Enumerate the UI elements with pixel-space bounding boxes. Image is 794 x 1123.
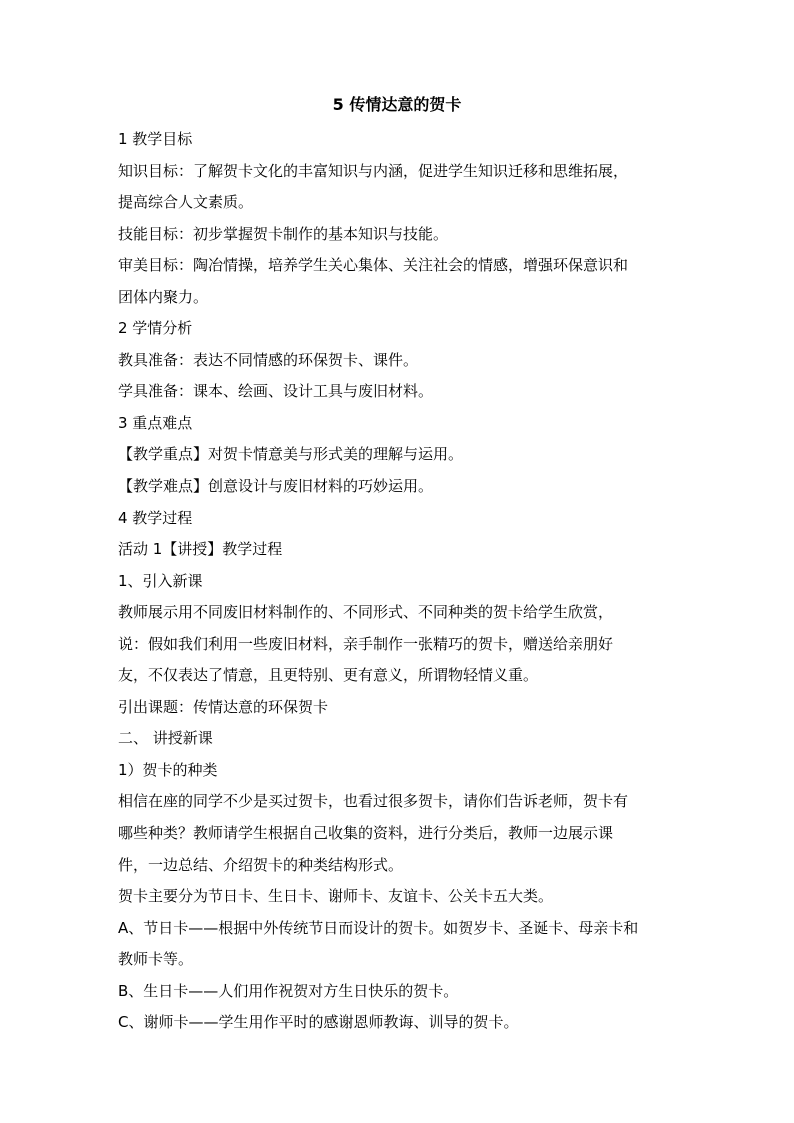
section-heading-analysis: 2 学情分析 <box>118 319 193 338</box>
paragraph-line: 提高综合人文素质。 <box>118 193 254 212</box>
paragraph-line: 说：假如我们利用一些废旧材料，亲手制作一张精巧的贺卡，赠送给亲朋好 <box>118 634 614 653</box>
paragraph-line: 哪些种类？教师请学生根据自己收集的资料，进行分类后，教师一边展示课 <box>118 824 614 843</box>
paragraph-line: 审美目标：陶冶情操，培养学生关心集体、关注社会的情感，增强环保意识和 <box>118 256 629 275</box>
paragraph-line: 活动 1【讲授】教学过程 <box>118 540 283 559</box>
paragraph-line: 【教学重点】对贺卡情意美与形式美的理解与运用。 <box>118 445 464 464</box>
paragraph-line: 教师卡等。 <box>118 950 194 969</box>
paragraph-line: 教具准备：表达不同情感的环保贺卡、课件。 <box>118 350 419 369</box>
paragraph-line: 相信在座的同学不少是买过贺卡，也看过很多贺卡，请你们告诉老师，贺卡有 <box>118 792 629 811</box>
paragraph-line: 1）贺卡的种类 <box>118 760 218 779</box>
paragraph-line: 1、引入新课 <box>118 571 203 590</box>
paragraph-line: 【教学难点】创意设计与废旧材料的巧妙运用。 <box>118 477 434 496</box>
paragraph-line: 教师展示用不同废旧材料制作的、不同形式、不同种类的贺卡给学生欣赏， <box>118 603 614 622</box>
paragraph-line: 贺卡主要分为节日卡、生日卡、谢师卡、友谊卡、公关卡五大类。 <box>118 887 554 906</box>
paragraph-line: 技能目标：初步掌握贺卡制作的基本知识与技能。 <box>118 224 449 243</box>
paragraph-line: 件，一边总结、介绍贺卡的种类结构形式。 <box>118 855 404 874</box>
paragraph-line: C、谢师卡——学生用作平时的感谢恩师教诲、训导的贺卡。 <box>118 1013 519 1032</box>
paragraph-line: 二、 讲授新课 <box>118 729 213 748</box>
paragraph-line: 知识目标：了解贺卡文化的丰富知识与内涵，促进学生知识迁移和思维拓展， <box>118 161 629 180</box>
document-body <box>118 124 678 1039</box>
section-heading-key-points: 3 重点难点 <box>118 413 193 432</box>
document-title: 5 传情达意的贺卡 <box>332 95 462 114</box>
paragraph-line: 团体内聚力。 <box>118 287 209 306</box>
paragraph-line: 学具准备：课本、绘画、设计工具与废旧材料。 <box>118 382 434 401</box>
section-heading-process: 4 教学过程 <box>118 508 193 527</box>
paragraph-line: A、节日卡——根据中外传统节日而设计的贺卡。如贺岁卡、圣诞卡、母亲卡和 <box>118 918 639 937</box>
paragraph-line: 友，不仅表达了情意，且更特别、更有意义，所谓物轻情义重。 <box>118 666 539 685</box>
section-heading-objectives: 1 教学目标 <box>118 130 193 148</box>
paragraph-line: 引出课题：传情达意的环保贺卡 <box>118 697 329 716</box>
paragraph-line: B、生日卡——人们用作祝贺对方生日快乐的贺卡。 <box>118 981 459 1000</box>
